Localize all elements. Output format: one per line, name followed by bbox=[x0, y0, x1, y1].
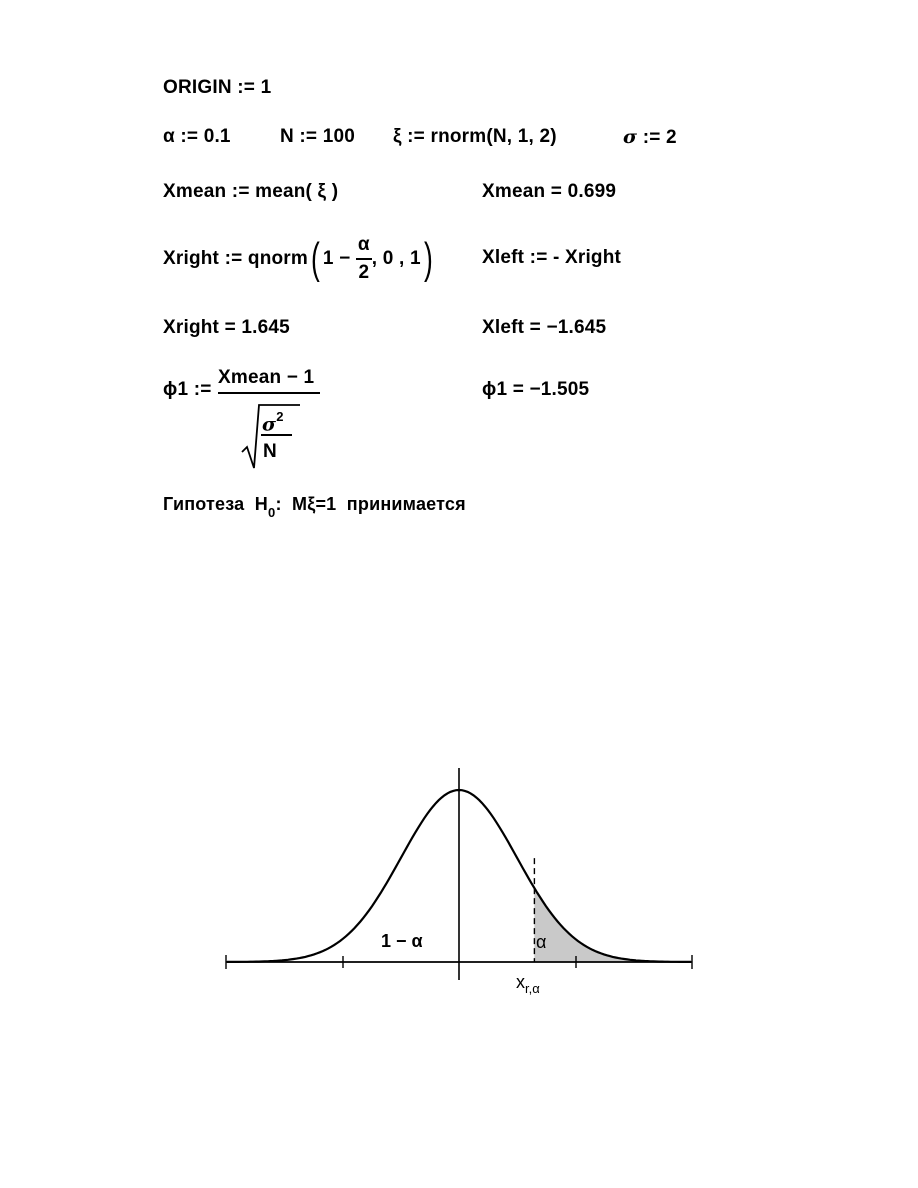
xleft-expression: - Xright bbox=[552, 247, 622, 268]
phi-numerator: Xmean − 1 bbox=[218, 367, 315, 388]
critical-subscript: r,α bbox=[525, 981, 540, 996]
h-letter: H bbox=[254, 494, 268, 514]
rejection-region-fill bbox=[534, 888, 691, 962]
critical-value-label bbox=[516, 972, 540, 996]
assign-operator: := bbox=[407, 126, 425, 147]
xmean-expression: mean( ξ ) bbox=[255, 181, 339, 202]
xright-name: Xright bbox=[163, 248, 220, 269]
sigma-symbol: σ bbox=[623, 126, 638, 148]
assign-operator: := bbox=[299, 126, 318, 147]
assign-operator: := bbox=[529, 247, 548, 268]
acceptance-label: 1 − α bbox=[381, 931, 423, 951]
assign-operator: := bbox=[642, 127, 661, 148]
n-value: 100 bbox=[322, 126, 356, 147]
equals-operator: = bbox=[224, 317, 236, 338]
function-name: qnorm bbox=[247, 248, 308, 269]
n-denominator: N bbox=[263, 441, 277, 462]
fraction-denominator: 2 bbox=[358, 262, 370, 283]
assign-operator: := bbox=[231, 181, 250, 202]
critical-x: x bbox=[516, 972, 525, 992]
sigma-symbol: σ bbox=[262, 413, 277, 436]
xright-result-name: Xright bbox=[163, 317, 220, 338]
h-subscript: 0 bbox=[268, 505, 276, 520]
assign-operator: := bbox=[180, 126, 199, 147]
phi-result-name: ϕ1 bbox=[482, 379, 508, 400]
equals-operator: = bbox=[512, 379, 524, 400]
left-parenthesis: ( bbox=[310, 234, 320, 283]
origin-name: ORIGIN bbox=[163, 77, 232, 98]
normal-distribution-figure bbox=[226, 768, 692, 996]
argument-suffix: , 0 , 1 bbox=[371, 248, 421, 269]
xi-symbol: ξ bbox=[393, 126, 402, 147]
argument-prefix: 1 − bbox=[322, 248, 351, 269]
xright-result-value: 1.645 bbox=[241, 317, 290, 338]
xleft-name: Xleft bbox=[482, 247, 525, 268]
hypothesis-prefix: Гипотеза bbox=[163, 494, 245, 514]
equals-operator: = bbox=[529, 317, 541, 338]
phi-result-value: −1.505 bbox=[529, 379, 590, 400]
xleft-result-value: −1.645 bbox=[546, 317, 607, 338]
xi-expression: rnorm(N, 1, 2) bbox=[430, 126, 557, 147]
alpha-symbol: α bbox=[163, 126, 175, 147]
assign-operator: := bbox=[224, 248, 243, 269]
n-symbol: N bbox=[280, 126, 294, 147]
xleft-result-name: Xleft bbox=[482, 317, 525, 338]
sqrt-symbol bbox=[242, 405, 300, 468]
tail-alpha-label: α bbox=[536, 932, 547, 952]
hypothesis-verdict: принимается bbox=[346, 494, 466, 514]
assign-operator: := bbox=[237, 77, 256, 98]
hypothesis-statement: Mξ=1 bbox=[292, 494, 337, 514]
xmean-result-name: Xmean bbox=[482, 181, 546, 202]
origin-value: 1 bbox=[260, 77, 272, 98]
exponent: 2 bbox=[276, 409, 284, 424]
xmean-name: Xmean bbox=[163, 181, 227, 202]
hypothesis-colon: : bbox=[275, 494, 282, 514]
fraction-numerator: α bbox=[357, 234, 370, 255]
phi-name: ϕ1 bbox=[163, 379, 189, 400]
xmean-result-value: 0.699 bbox=[567, 181, 617, 202]
right-parenthesis: ) bbox=[423, 234, 433, 283]
assign-operator: := bbox=[193, 379, 212, 400]
alpha-value: 0.1 bbox=[203, 126, 231, 147]
equals-operator: = bbox=[550, 181, 563, 202]
sigma-value: 2 bbox=[666, 127, 677, 148]
